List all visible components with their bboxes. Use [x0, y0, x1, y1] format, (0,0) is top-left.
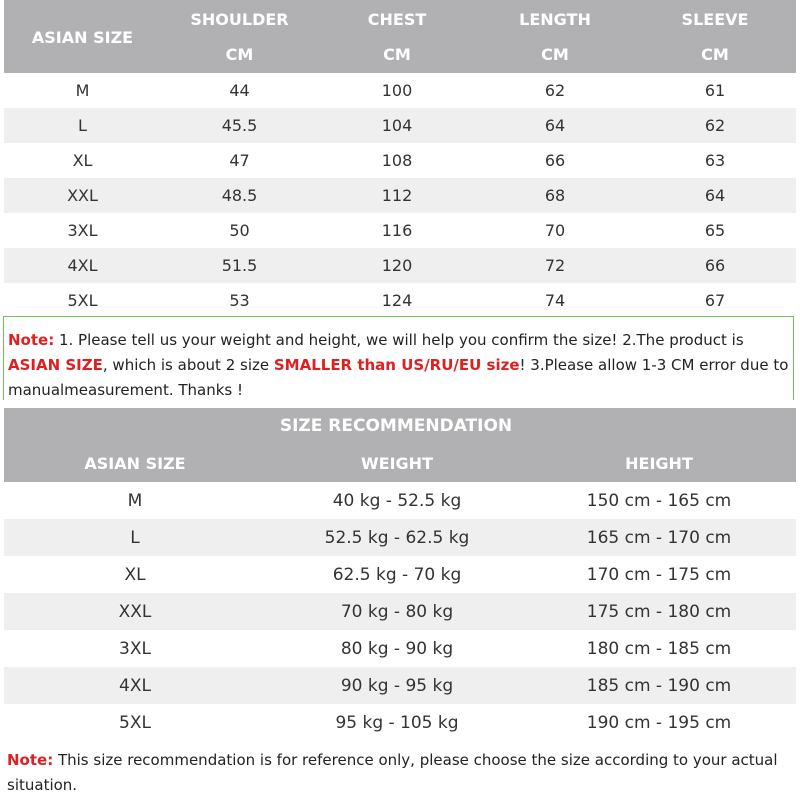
height-cell: 180 cm - 185 cm [586, 638, 732, 659]
note-text-part: , which is about 2 size [102, 356, 274, 374]
weight-cell: 40 kg - 52.5 kg [332, 490, 462, 511]
sleeve-cell: 66 [704, 256, 726, 275]
table-row [4, 704, 796, 741]
size-cell: 3XL [119, 638, 151, 659]
header-asian-size: ASIAN SIZE [84, 454, 186, 473]
weight-cell: 80 kg - 90 kg [340, 638, 454, 659]
size-cell: L [78, 116, 87, 135]
size-cell: 5XL [67, 291, 98, 310]
size-cell: XXL [67, 186, 98, 205]
recommendation-body [4, 482, 796, 741]
header-chest-unit: CM [383, 45, 411, 64]
size-cell: XL [72, 151, 93, 170]
table-row [4, 482, 796, 519]
weight-cell: 90 kg - 95 kg [340, 675, 454, 696]
header-sleeve: SLEEVE [681, 10, 749, 29]
chest-cell: 124 [381, 291, 413, 310]
header-shoulder: SHOULDER [190, 10, 289, 29]
asian-size-highlight: ASIAN SIZE [8, 356, 103, 374]
chest-cell: 116 [381, 221, 413, 240]
length-cell: 64 [544, 116, 566, 135]
table-row [4, 519, 796, 556]
header-length: LENGTH [519, 10, 591, 29]
header-sleeve-unit: CM [701, 45, 729, 64]
size-cell: M [75, 81, 90, 100]
length-cell: 74 [544, 291, 566, 310]
shoulder-cell: 53 [229, 291, 250, 310]
height-cell: 190 cm - 195 cm [586, 712, 732, 733]
weight-cell: 62.5 kg - 70 kg [332, 564, 462, 585]
sleeve-cell: 62 [704, 116, 726, 135]
table-row [4, 556, 796, 593]
smaller-size-highlight: SMALLER than US/RU/EU size [273, 356, 520, 374]
length-cell: 66 [544, 151, 566, 170]
size-cell: 4XL [67, 256, 98, 275]
table-row [4, 143, 796, 178]
size-chart-body [4, 73, 796, 318]
size-cell: XL [124, 564, 146, 585]
chest-cell: 100 [381, 81, 413, 100]
table-row [4, 178, 796, 213]
table-row [4, 248, 796, 283]
height-cell: 150 cm - 165 cm [586, 490, 732, 511]
sleeve-cell: 67 [704, 291, 726, 310]
sleeve-cell: 64 [704, 186, 726, 205]
recommendation-header [4, 408, 796, 482]
height-cell: 185 cm - 190 cm [586, 675, 732, 696]
height-cell: 175 cm - 180 cm [586, 601, 732, 622]
note-label: Note: [8, 331, 55, 349]
table-row [4, 283, 796, 318]
shoulder-cell: 45.5 [221, 116, 258, 135]
header-length-unit: CM [541, 45, 569, 64]
table-row [4, 630, 796, 667]
size-cell: 5XL [119, 712, 151, 733]
note-text-part: ! 3.Please allow 1-3 CM error due to manualmeasurement. Thanks ! [8, 356, 789, 399]
note-text: This size recommendation is for reference only, please choose the size according to your actual situation. [7, 751, 778, 794]
chest-cell: 120 [381, 256, 413, 275]
weight-cell: 52.5 kg - 62.5 kg [324, 527, 470, 548]
sleeve-cell: 61 [704, 81, 726, 100]
shoulder-cell: 51.5 [221, 256, 258, 275]
recommendation-note [7, 748, 793, 798]
table-row [4, 667, 796, 704]
size-cell: XXL [118, 601, 152, 622]
length-cell: 68 [544, 186, 566, 205]
chest-cell: 104 [381, 116, 413, 135]
table-row [4, 593, 796, 630]
weight-cell: 95 kg - 105 kg [335, 712, 459, 733]
length-cell: 70 [544, 221, 566, 240]
header-chest: CHEST [367, 10, 427, 29]
table-row [4, 73, 796, 108]
size-chart-header [4, 0, 796, 73]
sleeve-cell: 65 [704, 221, 726, 240]
chest-cell: 112 [381, 186, 413, 205]
size-cell: M [127, 490, 143, 511]
header-weight: WEIGHT [361, 454, 433, 473]
table-row [4, 108, 796, 143]
chest-cell: 108 [381, 151, 413, 170]
size-cell: 3XL [67, 221, 98, 240]
table-row [4, 213, 796, 248]
header-asian-size: ASIAN SIZE [31, 28, 134, 47]
weight-cell: 70 kg - 80 kg [340, 601, 454, 622]
header-height: HEIGHT [625, 454, 693, 473]
size-recommendation-table [4, 408, 796, 742]
height-cell: 170 cm - 175 cm [586, 564, 732, 585]
note-text-part: 1. Please tell us your weight and height, we will help you confirm the size! 2.The product is [54, 331, 744, 349]
note-label: Note: [7, 751, 54, 769]
sleeve-cell: 63 [704, 151, 726, 170]
size-cell: 4XL [119, 675, 151, 696]
recommendation-title: SIZE RECOMMENDATION [279, 416, 513, 436]
height-cell: 165 cm - 170 cm [586, 527, 732, 548]
shoulder-cell: 50 [229, 221, 250, 240]
shoulder-cell: 47 [229, 151, 250, 170]
size-note [3, 316, 794, 400]
shoulder-cell: 44 [229, 81, 250, 100]
header-shoulder-unit: CM [225, 45, 254, 64]
shoulder-cell: 48.5 [221, 186, 258, 205]
size-chart-table [4, 0, 796, 315]
size-cell: L [130, 527, 140, 548]
length-cell: 62 [544, 81, 566, 100]
length-cell: 72 [544, 256, 566, 275]
